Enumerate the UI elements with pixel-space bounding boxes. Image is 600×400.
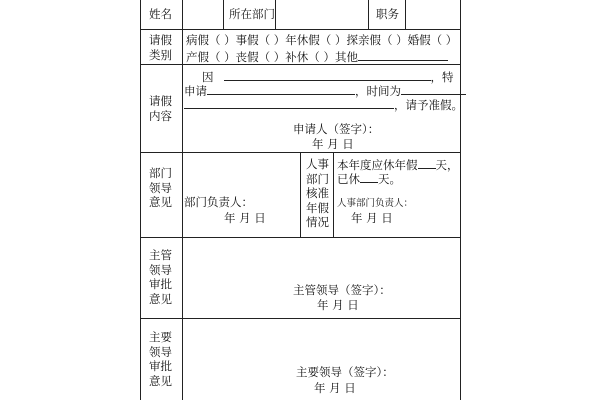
- approve-line: [184, 97, 463, 112]
- position-field[interactable]: [407, 2, 458, 28]
- hr-annual-leave-label: 人事部门核准年假情况: [306, 157, 329, 229]
- main-leader-date[interactable]: 年 月 日: [314, 381, 356, 395]
- leave-type-options-line2-text: 产假（ ）丧假（ ）补休（ ）其他: [186, 50, 358, 64]
- leave-content-label: 请假内容: [149, 94, 172, 123]
- dept-head-label[interactable]: 部门负责人：: [184, 195, 253, 209]
- main-leader-signature-label[interactable]: 主要领导（签字）：: [296, 365, 394, 379]
- applicant-date[interactable]: 年 月 日: [312, 137, 354, 151]
- leave-kind-blank[interactable]: [207, 83, 355, 95]
- position-label: 职务: [376, 7, 399, 21]
- row-divider: [140, 64, 461, 65]
- name-field[interactable]: [184, 2, 221, 28]
- hr-head-label[interactable]: 人事部门负责人：: [337, 198, 414, 209]
- department-field[interactable]: [277, 2, 366, 28]
- cell-divider: [223, 0, 224, 30]
- main-leader-opinion-label: 主要领导审批意见: [149, 330, 172, 388]
- please-approve-text: ，请予准假。: [394, 98, 463, 112]
- department-label: 所在部门: [229, 7, 275, 21]
- other-leave-blank[interactable]: [358, 49, 448, 61]
- leave-type-options-line1[interactable]: 病假（ ）事假（ ）年休假（ ）探亲假（ ）婚假（ ）: [186, 33, 458, 47]
- apply-line: [184, 83, 466, 98]
- apply-text: 申请: [184, 84, 207, 98]
- annual-leave-total-text: 本年度应休年假: [337, 158, 418, 172]
- time-is-text: ，时间为: [355, 84, 401, 98]
- reason-line: [202, 69, 454, 84]
- time-blank-1[interactable]: [401, 83, 466, 95]
- reason-blank[interactable]: [224, 69, 431, 81]
- annual-leave-taken-blank[interactable]: [360, 171, 378, 183]
- annual-leave-taken-text: 已休: [337, 172, 360, 186]
- cell-divider: [275, 0, 276, 30]
- leave-type-options-line2[interactable]: [186, 49, 448, 64]
- annual-leave-days-blank[interactable]: [418, 157, 436, 169]
- cell-divider: [405, 0, 406, 30]
- row-divider: [140, 318, 461, 319]
- supervisor-date[interactable]: 年 月 日: [317, 298, 359, 312]
- leave-type-label: 请假类别: [149, 33, 172, 62]
- table-border-right: [460, 0, 461, 400]
- annual-leave-total-unit: 天，: [435, 158, 459, 172]
- time-blank-2[interactable]: [184, 97, 394, 109]
- dept-opinion-label: 部门领导意见: [149, 166, 172, 209]
- cell-divider: [300, 152, 301, 238]
- dept-date[interactable]: 年 月 日: [224, 211, 266, 225]
- table-border-left: [140, 0, 141, 400]
- name-label: 姓名: [149, 7, 172, 21]
- supervisor-signature-label[interactable]: 主管领导（签字）：: [293, 283, 391, 297]
- annual-leave-taken-unit: 天。: [378, 172, 401, 186]
- cell-divider: [368, 0, 369, 30]
- annual-leave-total-line: [337, 157, 459, 172]
- hr-date[interactable]: 年 月 日: [351, 211, 393, 225]
- supervisor-opinion-label: 主管领导审批意见: [149, 248, 172, 306]
- label-column-divider: [182, 0, 183, 400]
- annual-leave-taken-line: [337, 171, 401, 186]
- applicant-signature-label[interactable]: 申请人（签字）：: [293, 122, 380, 136]
- comma-special-text: ，特: [430, 70, 454, 84]
- cell-divider: [333, 152, 334, 238]
- because-text: 因: [202, 70, 214, 84]
- row-divider: [140, 29, 461, 30]
